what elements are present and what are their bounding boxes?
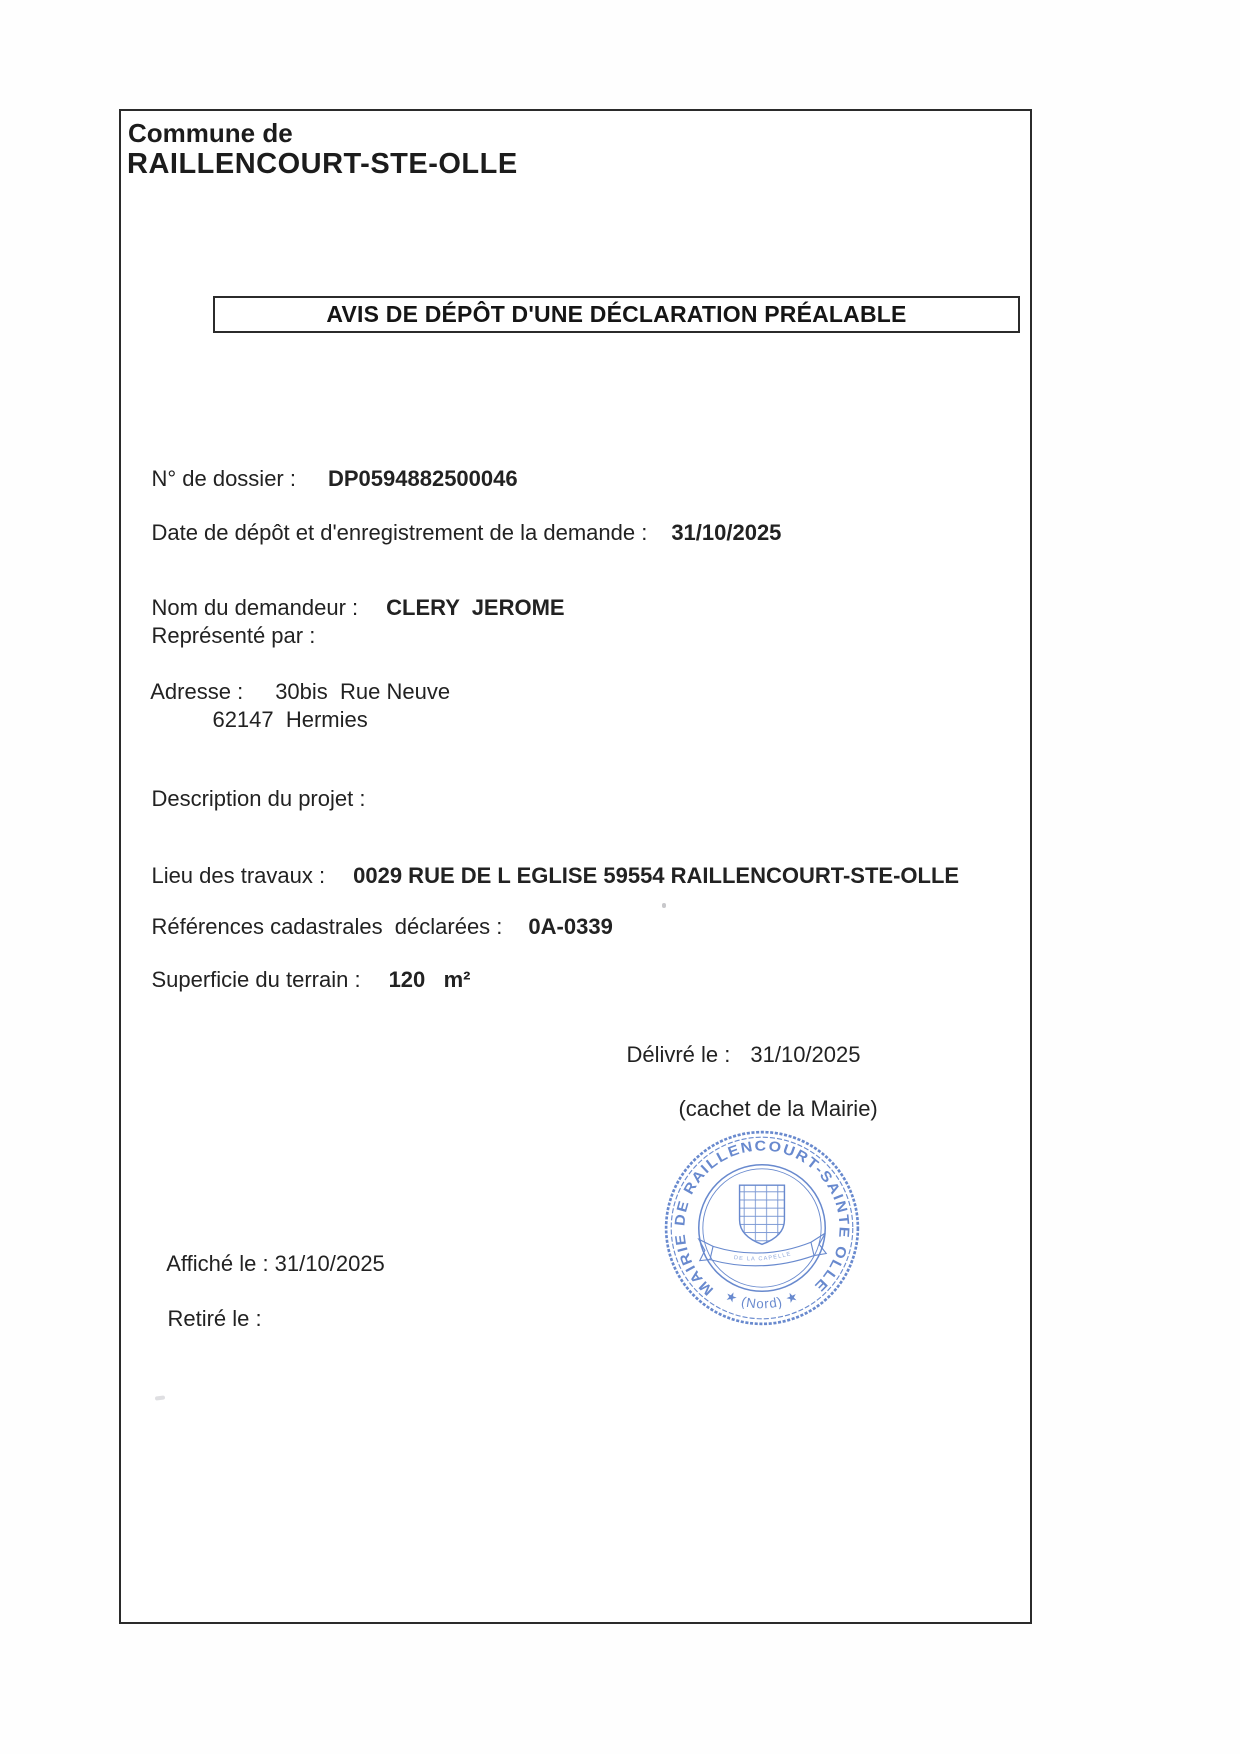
mairie-stamp-icon [660, 1126, 864, 1330]
cachet-note-text: (cachet de la Mairie) [678, 1096, 878, 1122]
commune-header-line2: RAILLENCOURT-STE-OLLE [127, 148, 518, 180]
depot-value: 31/10/2025 [671, 520, 782, 546]
commune-header-line1: Commune de [128, 118, 293, 148]
adresse-value-line1: 30bis Rue Neuve [275, 679, 451, 705]
cadastre-value: 0A-0339 [528, 914, 613, 940]
lieu-label: Lieu des travaux : [151, 863, 326, 889]
cadastre-label: Références cadastrales déclarées : [151, 914, 503, 940]
demandeur-label: Nom du demandeur : [151, 595, 359, 621]
delivre-label: Délivré le : [626, 1042, 731, 1068]
stamp-shield [740, 1185, 785, 1244]
dossier-value: DP0594882500046 [327, 466, 518, 492]
adresse-label: Adresse : [150, 679, 244, 705]
field-retire [143, 1280, 262, 1359]
stamp-bottom-text: ★ (Nord) ★ [722, 1287, 802, 1312]
lieu-value: 0029 RUE DE L EGLISE 59554 RAILLENCOURT-STE-OLLE [353, 863, 960, 889]
demandeur-value: CLERY JEROME [386, 595, 565, 621]
stamp-banner-text: DE LA CAPELLE [733, 1251, 793, 1263]
field-superficie [127, 941, 471, 1020]
field-depot [127, 494, 781, 573]
superficie-value: 120 m² [388, 967, 471, 993]
represente-label: Représenté par : [151, 623, 316, 649]
document-title-box [213, 296, 1020, 333]
dossier-label: N° de dossier : [151, 466, 296, 492]
superficie-label: Superficie du terrain : [151, 967, 361, 993]
affiche-line-text: Affiché le : 31/10/2025 [166, 1251, 385, 1277]
field-adresse-line2 [188, 681, 368, 760]
description-label: Description du projet : [151, 786, 366, 812]
retire-label: Retiré le : [167, 1306, 262, 1332]
depot-label: Date de dépôt et d'enregistrement de la demande : [151, 520, 648, 546]
document-title: AVIS DE DÉPÔT D'UNE DÉCLARATION PRÉALABLE [326, 301, 907, 327]
stamp-ring-text: MAIRIE DE RAILLENCOURT-SAINTE OLLE [672, 1138, 852, 1299]
scan-artifact-dot [662, 903, 666, 908]
adresse-value-line2: 62147 Hermies [212, 707, 368, 733]
field-description [127, 760, 365, 839]
delivre-value: 31/10/2025 [750, 1042, 861, 1068]
